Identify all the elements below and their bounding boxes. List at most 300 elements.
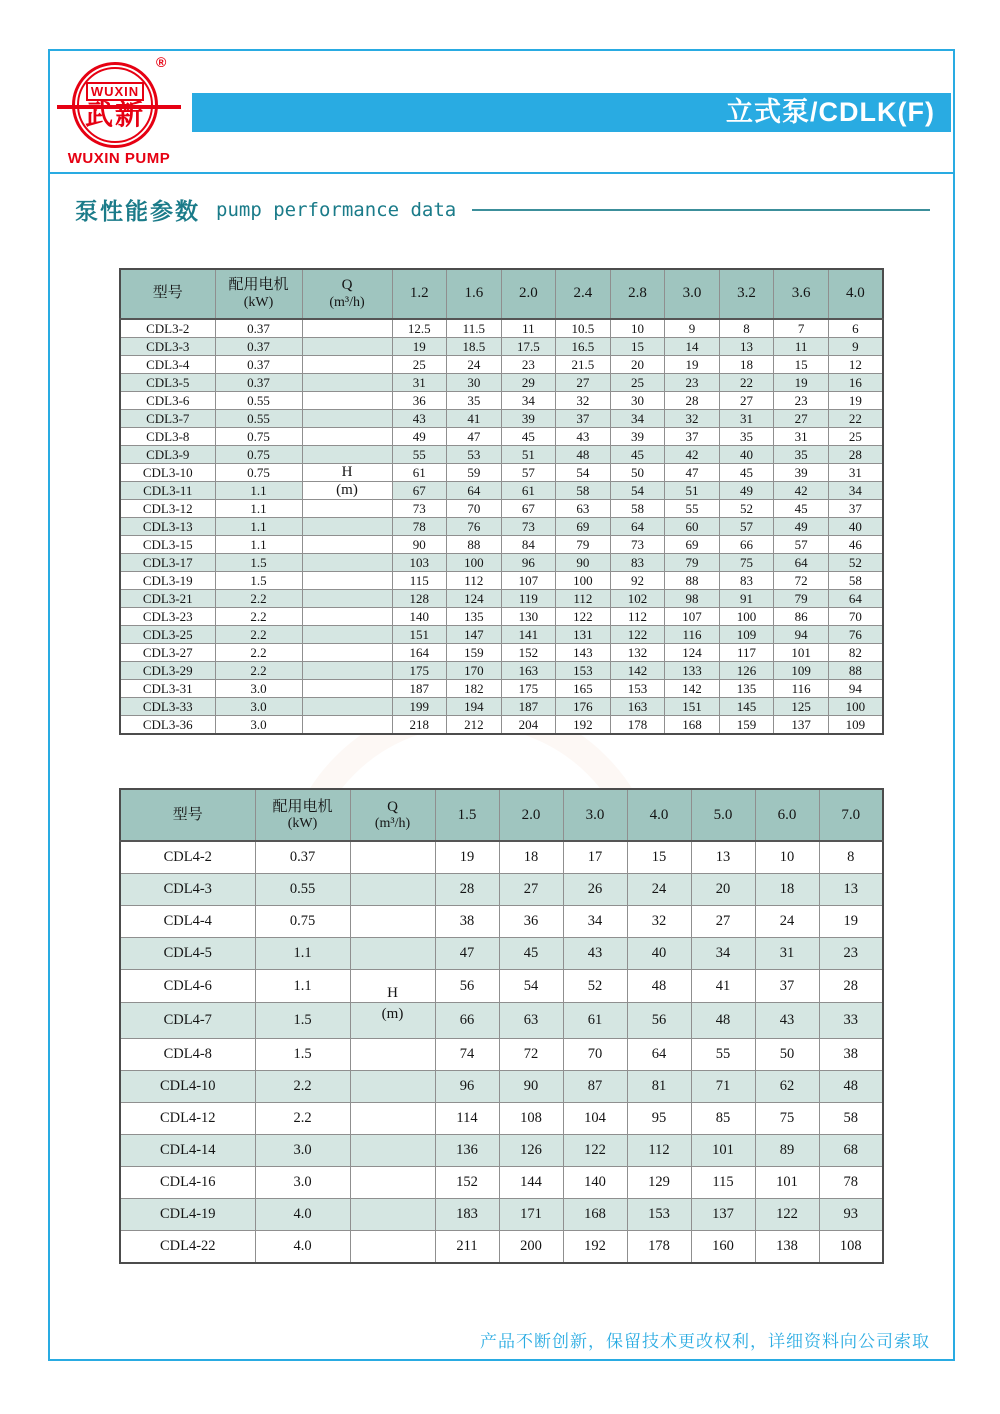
head-value-cell: 142 bbox=[665, 680, 720, 698]
head-value-cell: 183 bbox=[435, 1199, 499, 1231]
model-cell: CDL3-10 bbox=[120, 464, 215, 482]
logo-brand-en: WUXIN bbox=[86, 82, 144, 101]
flow-q-column-header: Q (m³/h) bbox=[350, 789, 435, 841]
model-cell: CDL4-8 bbox=[120, 1039, 255, 1071]
model-cell: CDL3-6 bbox=[120, 392, 215, 410]
head-h-m-cell bbox=[302, 536, 392, 554]
head-value-cell: 56 bbox=[627, 1003, 691, 1039]
head-value-cell: 27 bbox=[719, 392, 774, 410]
table-row bbox=[120, 374, 883, 392]
head-value-cell: 55 bbox=[691, 1039, 755, 1071]
table-row bbox=[120, 410, 883, 428]
head-value-cell: 61 bbox=[501, 482, 556, 500]
head-value-cell: 74 bbox=[435, 1039, 499, 1071]
head-value-cell: 19 bbox=[665, 356, 720, 374]
head-h-m-cell bbox=[302, 392, 392, 410]
head-value-cell: 187 bbox=[392, 680, 447, 698]
head-h-m-cell bbox=[350, 1039, 435, 1071]
head-value-cell: 13 bbox=[719, 338, 774, 356]
head-value-cell: 112 bbox=[627, 1135, 691, 1167]
model-cell: CDL3-12 bbox=[120, 500, 215, 518]
model-cell: CDL4-16 bbox=[120, 1167, 255, 1199]
model-cell: CDL4-2 bbox=[120, 841, 255, 874]
head-value-cell: 34 bbox=[563, 906, 627, 938]
motor-kw-cell: 0.37 bbox=[215, 356, 302, 374]
model-cell: CDL3-21 bbox=[120, 590, 215, 608]
head-h-m-cell bbox=[302, 500, 392, 518]
motor-kw-cell: 2.2 bbox=[215, 590, 302, 608]
head-value-cell: 69 bbox=[556, 518, 611, 536]
motor-kw-cell: 1.5 bbox=[255, 1003, 350, 1039]
pump-table-cdl3 bbox=[119, 268, 884, 735]
head-value-cell: 83 bbox=[719, 572, 774, 590]
head-value-cell: 182 bbox=[447, 680, 502, 698]
head-h-m-cell bbox=[302, 338, 392, 356]
head-value-cell: 51 bbox=[665, 482, 720, 500]
head-value-cell: 71 bbox=[691, 1071, 755, 1103]
head-value-cell: 78 bbox=[819, 1167, 883, 1199]
section-heading bbox=[75, 193, 930, 226]
head-value-cell: 101 bbox=[755, 1167, 819, 1199]
table-row bbox=[120, 1071, 883, 1103]
head-value-cell: 43 bbox=[556, 428, 611, 446]
head-value-cell: 96 bbox=[501, 554, 556, 572]
head-value-cell: 57 bbox=[774, 536, 829, 554]
head-value-cell: 41 bbox=[447, 410, 502, 428]
model-cell: CDL4-19 bbox=[120, 1199, 255, 1231]
head-value-cell: 126 bbox=[499, 1135, 563, 1167]
table-row bbox=[120, 698, 883, 716]
motor-kw-cell: 1.5 bbox=[255, 1039, 350, 1071]
head-value-cell: 43 bbox=[563, 938, 627, 970]
head-value-cell: 108 bbox=[819, 1231, 883, 1264]
head-value-cell: 11.5 bbox=[447, 319, 502, 338]
motor-kw-cell: 3.0 bbox=[215, 698, 302, 716]
model-cell: CDL3-13 bbox=[120, 518, 215, 536]
head-value-cell: 78 bbox=[392, 518, 447, 536]
model-column-header: 型号 bbox=[120, 269, 215, 319]
head-value-cell: 122 bbox=[610, 626, 665, 644]
head-value-cell: 23 bbox=[665, 374, 720, 392]
motor-column-header: 配用电机 (kW) bbox=[215, 269, 302, 319]
head-value-cell: 34 bbox=[501, 392, 556, 410]
table-row bbox=[120, 874, 883, 906]
table-row bbox=[120, 662, 883, 680]
model-cell: CDL4-12 bbox=[120, 1103, 255, 1135]
head-value-cell: 42 bbox=[665, 446, 720, 464]
head-value-cell: 16 bbox=[828, 374, 883, 392]
head-value-cell: 144 bbox=[499, 1167, 563, 1199]
table-row bbox=[120, 644, 883, 662]
head-h-m-cell bbox=[302, 428, 392, 446]
head-value-cell: 212 bbox=[447, 716, 502, 735]
head-value-cell: 45 bbox=[499, 938, 563, 970]
head-value-cell: 101 bbox=[691, 1135, 755, 1167]
head-h-m-cell bbox=[302, 572, 392, 590]
motor-kw-cell: 1.1 bbox=[215, 500, 302, 518]
head-value-cell: 52 bbox=[563, 970, 627, 1003]
head-value-cell: 130 bbox=[501, 608, 556, 626]
head-value-cell: 76 bbox=[828, 626, 883, 644]
model-cell: CDL3-4 bbox=[120, 356, 215, 374]
model-column-header: 型号 bbox=[120, 789, 255, 841]
head-value-cell: 7 bbox=[774, 319, 829, 338]
motor-kw-cell: 0.37 bbox=[215, 374, 302, 392]
head-value-cell: 19 bbox=[392, 338, 447, 356]
flow-q-column-header: Q (m³/h) bbox=[302, 269, 392, 319]
head-value-cell: 36 bbox=[392, 392, 447, 410]
head-h-m-cell bbox=[350, 1135, 435, 1167]
head-value-cell: 32 bbox=[665, 410, 720, 428]
wuxin-logo bbox=[0, 0, 220, 190]
head-value-cell: 34 bbox=[691, 938, 755, 970]
model-cell: CDL4-5 bbox=[120, 938, 255, 970]
registered-trademark-icon: ® bbox=[156, 54, 167, 70]
head-value-cell: 12 bbox=[828, 356, 883, 374]
head-value-cell: 137 bbox=[691, 1199, 755, 1231]
table-row bbox=[120, 500, 883, 518]
model-cell: CDL4-3 bbox=[120, 874, 255, 906]
flow-value-header: 1.2 bbox=[392, 269, 447, 319]
model-cell: CDL3-2 bbox=[120, 319, 215, 338]
table-row bbox=[120, 518, 883, 536]
flow-value-header: 1.6 bbox=[447, 269, 502, 319]
head-value-cell: 27 bbox=[556, 374, 611, 392]
motor-kw-cell: 0.55 bbox=[215, 392, 302, 410]
head-value-cell: 54 bbox=[499, 970, 563, 1003]
model-cell: CDL3-23 bbox=[120, 608, 215, 626]
head-value-cell: 160 bbox=[691, 1231, 755, 1264]
head-h-m-cell bbox=[302, 716, 392, 735]
head-value-cell: 72 bbox=[499, 1039, 563, 1071]
head-value-cell: 53 bbox=[447, 446, 502, 464]
head-value-cell: 108 bbox=[499, 1103, 563, 1135]
head-value-cell: 48 bbox=[627, 970, 691, 1003]
head-value-cell: 24 bbox=[755, 906, 819, 938]
head-value-cell: 50 bbox=[610, 464, 665, 482]
head-value-cell: 100 bbox=[828, 698, 883, 716]
head-value-cell: 76 bbox=[447, 518, 502, 536]
head-value-cell: 37 bbox=[665, 428, 720, 446]
head-value-cell: 35 bbox=[719, 428, 774, 446]
head-value-cell: 19 bbox=[828, 392, 883, 410]
head-h-m-cell bbox=[350, 1103, 435, 1135]
head-value-cell: 114 bbox=[435, 1103, 499, 1135]
head-value-cell: 31 bbox=[774, 428, 829, 446]
head-h-m-cell bbox=[302, 608, 392, 626]
head-value-cell: 67 bbox=[501, 500, 556, 518]
flow-value-header: 4.0 bbox=[627, 789, 691, 841]
head-value-cell: 68 bbox=[819, 1135, 883, 1167]
head-value-cell: 10 bbox=[610, 319, 665, 338]
head-value-cell: 6 bbox=[828, 319, 883, 338]
head-value-cell: 41 bbox=[691, 970, 755, 1003]
table-row bbox=[120, 554, 883, 572]
head-value-cell: 204 bbox=[501, 716, 556, 735]
head-value-cell: 126 bbox=[719, 662, 774, 680]
head-value-cell: 24 bbox=[447, 356, 502, 374]
head-value-cell: 96 bbox=[435, 1071, 499, 1103]
head-value-cell: 9 bbox=[665, 319, 720, 338]
head-value-cell: 63 bbox=[556, 500, 611, 518]
flow-value-header: 3.6 bbox=[774, 269, 829, 319]
head-value-cell: 30 bbox=[610, 392, 665, 410]
head-value-cell: 45 bbox=[719, 464, 774, 482]
table-row bbox=[120, 938, 883, 970]
head-value-cell: 153 bbox=[610, 680, 665, 698]
head-value-cell: 171 bbox=[499, 1199, 563, 1231]
head-value-cell: 31 bbox=[828, 464, 883, 482]
head-value-cell: 200 bbox=[499, 1231, 563, 1264]
head-h-m-cell bbox=[350, 841, 435, 874]
head-value-cell: 34 bbox=[610, 410, 665, 428]
head-value-cell: 63 bbox=[499, 1003, 563, 1039]
head-h-m-cell bbox=[350, 874, 435, 906]
head-value-cell: 18 bbox=[499, 841, 563, 874]
head-value-cell: 133 bbox=[665, 662, 720, 680]
head-value-cell: 94 bbox=[828, 680, 883, 698]
flow-value-header: 2.0 bbox=[501, 269, 556, 319]
head-value-cell: 109 bbox=[774, 662, 829, 680]
section-rule-line bbox=[472, 209, 930, 211]
head-value-cell: 38 bbox=[819, 1039, 883, 1071]
logo-brand-cn: 武新 bbox=[84, 99, 145, 131]
flow-value-header: 6.0 bbox=[755, 789, 819, 841]
head-value-cell: 165 bbox=[556, 680, 611, 698]
head-value-cell: 90 bbox=[499, 1071, 563, 1103]
head-value-cell: 40 bbox=[719, 446, 774, 464]
head-value-cell: 15 bbox=[627, 841, 691, 874]
table-row bbox=[120, 626, 883, 644]
head-value-cell: 88 bbox=[447, 536, 502, 554]
head-value-cell: 12.5 bbox=[392, 319, 447, 338]
table-row bbox=[120, 590, 883, 608]
model-cell: CDL3-17 bbox=[120, 554, 215, 572]
model-cell: CDL3-15 bbox=[120, 536, 215, 554]
head-value-cell: 79 bbox=[665, 554, 720, 572]
head-value-cell: 27 bbox=[774, 410, 829, 428]
motor-kw-cell: 1.5 bbox=[215, 572, 302, 590]
head-value-cell: 57 bbox=[719, 518, 774, 536]
head-value-cell: 122 bbox=[755, 1199, 819, 1231]
model-cell: CDL3-19 bbox=[120, 572, 215, 590]
head-value-cell: 90 bbox=[556, 554, 611, 572]
section-title-en: pump performance data bbox=[216, 198, 457, 221]
head-value-cell: 11 bbox=[774, 338, 829, 356]
head-value-cell: 136 bbox=[435, 1135, 499, 1167]
table-row bbox=[120, 338, 883, 356]
head-value-cell: 40 bbox=[627, 938, 691, 970]
head-value-cell: 104 bbox=[563, 1103, 627, 1135]
head-value-cell: 122 bbox=[556, 608, 611, 626]
head-value-cell: 34 bbox=[828, 482, 883, 500]
head-value-cell: 89 bbox=[755, 1135, 819, 1167]
head-value-cell: 17.5 bbox=[501, 338, 556, 356]
head-value-cell: 58 bbox=[610, 500, 665, 518]
head-value-cell: 92 bbox=[610, 572, 665, 590]
head-h-m-cell bbox=[302, 698, 392, 716]
head-value-cell: 25 bbox=[610, 374, 665, 392]
head-value-cell: 170 bbox=[447, 662, 502, 680]
head-value-cell: 82 bbox=[828, 644, 883, 662]
head-value-cell: 64 bbox=[828, 590, 883, 608]
head-value-cell: 135 bbox=[447, 608, 502, 626]
head-h-m-cell bbox=[350, 1071, 435, 1103]
head-value-cell: 192 bbox=[563, 1231, 627, 1264]
head-value-cell: 159 bbox=[719, 716, 774, 735]
head-h-m-cell bbox=[302, 590, 392, 608]
head-value-cell: 199 bbox=[392, 698, 447, 716]
table-row bbox=[120, 608, 883, 626]
table-row bbox=[120, 1167, 883, 1199]
head-value-cell: 152 bbox=[501, 644, 556, 662]
head-value-cell: 39 bbox=[501, 410, 556, 428]
head-value-cell: 66 bbox=[719, 536, 774, 554]
head-value-cell: 10.5 bbox=[556, 319, 611, 338]
head-value-cell: 88 bbox=[828, 662, 883, 680]
model-cell: CDL3-5 bbox=[120, 374, 215, 392]
head-value-cell: 143 bbox=[556, 644, 611, 662]
model-cell: CDL3-25 bbox=[120, 626, 215, 644]
section-title-cn: 泵性能参数 bbox=[75, 198, 200, 224]
head-value-cell: 192 bbox=[556, 716, 611, 735]
flow-value-header: 3.0 bbox=[665, 269, 720, 319]
model-cell: CDL4-7 bbox=[120, 1003, 255, 1039]
head-value-cell: 35 bbox=[447, 392, 502, 410]
head-value-cell: 28 bbox=[819, 970, 883, 1003]
flow-value-header: 1.5 bbox=[435, 789, 499, 841]
head-value-cell: 35 bbox=[774, 446, 829, 464]
head-value-cell: 52 bbox=[828, 554, 883, 572]
head-value-cell: 64 bbox=[447, 482, 502, 500]
head-value-cell: 25 bbox=[828, 428, 883, 446]
table-row bbox=[120, 536, 883, 554]
head-value-cell: 73 bbox=[610, 536, 665, 554]
motor-kw-cell: 3.0 bbox=[215, 716, 302, 735]
head-value-cell: 52 bbox=[719, 500, 774, 518]
model-cell: CDL3-11 bbox=[120, 482, 215, 500]
head-value-cell: 21.5 bbox=[556, 356, 611, 374]
table-row bbox=[120, 392, 883, 410]
head-value-cell: 18 bbox=[755, 874, 819, 906]
logo-caption: WUXIN PUMP bbox=[67, 150, 171, 167]
head-value-cell: 91 bbox=[719, 590, 774, 608]
motor-kw-cell: 1.1 bbox=[215, 482, 302, 500]
head-value-cell: 39 bbox=[774, 464, 829, 482]
head-value-cell: 117 bbox=[719, 644, 774, 662]
head-h-m-cell bbox=[302, 518, 392, 536]
head-value-cell: 70 bbox=[563, 1039, 627, 1071]
motor-kw-cell: 0.75 bbox=[255, 906, 350, 938]
model-cell: CDL4-6 bbox=[120, 970, 255, 1003]
motor-kw-cell: 2.2 bbox=[215, 608, 302, 626]
motor-kw-cell: 2.2 bbox=[215, 626, 302, 644]
motor-kw-cell: 0.55 bbox=[215, 410, 302, 428]
head-value-cell: 83 bbox=[610, 554, 665, 572]
head-value-cell: 15 bbox=[610, 338, 665, 356]
head-value-cell: 13 bbox=[691, 841, 755, 874]
head-value-cell: 50 bbox=[755, 1039, 819, 1071]
head-value-cell: 56 bbox=[435, 970, 499, 1003]
head-value-cell: 100 bbox=[447, 554, 502, 572]
head-value-cell: 48 bbox=[691, 1003, 755, 1039]
head-value-cell: 187 bbox=[501, 698, 556, 716]
head-value-cell: 58 bbox=[819, 1103, 883, 1135]
head-value-cell: 88 bbox=[665, 572, 720, 590]
head-value-cell: 31 bbox=[392, 374, 447, 392]
head-value-cell: 14 bbox=[665, 338, 720, 356]
motor-kw-cell: 4.0 bbox=[255, 1231, 350, 1264]
head-value-cell: 75 bbox=[719, 554, 774, 572]
head-value-cell: 194 bbox=[447, 698, 502, 716]
head-value-cell: 19 bbox=[819, 906, 883, 938]
table-row bbox=[120, 1103, 883, 1135]
head-value-cell: 47 bbox=[435, 938, 499, 970]
table-row bbox=[120, 1003, 883, 1039]
flow-value-header: 2.4 bbox=[556, 269, 611, 319]
model-cell: CDL3-29 bbox=[120, 662, 215, 680]
head-value-cell: 37 bbox=[828, 500, 883, 518]
head-h-m-cell bbox=[302, 680, 392, 698]
flow-value-header: 2.0 bbox=[499, 789, 563, 841]
head-value-cell: 61 bbox=[563, 1003, 627, 1039]
head-value-cell: 23 bbox=[774, 392, 829, 410]
table-row bbox=[120, 1199, 883, 1231]
head-value-cell: 112 bbox=[556, 590, 611, 608]
head-value-cell: 8 bbox=[819, 841, 883, 874]
head-value-cell: 211 bbox=[435, 1231, 499, 1264]
head-value-cell: 33 bbox=[819, 1003, 883, 1039]
head-value-cell: 11 bbox=[501, 319, 556, 338]
head-h-m-cell bbox=[302, 644, 392, 662]
head-value-cell: 98 bbox=[665, 590, 720, 608]
head-value-cell: 112 bbox=[610, 608, 665, 626]
table-row bbox=[120, 970, 883, 1003]
head-value-cell: 140 bbox=[392, 608, 447, 626]
table-row bbox=[120, 319, 883, 338]
head-value-cell: 30 bbox=[447, 374, 502, 392]
model-cell: CDL4-22 bbox=[120, 1231, 255, 1264]
head-value-cell: 64 bbox=[610, 518, 665, 536]
head-value-cell: 58 bbox=[828, 572, 883, 590]
head-value-cell: 55 bbox=[392, 446, 447, 464]
head-value-cell: 64 bbox=[774, 554, 829, 572]
head-value-cell: 107 bbox=[665, 608, 720, 626]
motor-kw-cell: 1.1 bbox=[255, 970, 350, 1003]
head-value-cell: 49 bbox=[719, 482, 774, 500]
head-value-cell: 153 bbox=[627, 1199, 691, 1231]
head-value-cell: 58 bbox=[556, 482, 611, 500]
head-value-cell: 168 bbox=[665, 716, 720, 735]
motor-kw-cell: 1.1 bbox=[215, 518, 302, 536]
head-h-m-cell bbox=[302, 319, 392, 338]
head-value-cell: 28 bbox=[665, 392, 720, 410]
head-value-cell: 178 bbox=[627, 1231, 691, 1264]
head-value-cell: 10 bbox=[755, 841, 819, 874]
head-value-cell: 43 bbox=[392, 410, 447, 428]
head-value-cell: 45 bbox=[774, 500, 829, 518]
head-value-cell: 128 bbox=[392, 590, 447, 608]
table-row bbox=[120, 1039, 883, 1071]
head-value-cell: 86 bbox=[774, 608, 829, 626]
head-value-cell: 27 bbox=[691, 906, 755, 938]
head-value-cell: 100 bbox=[556, 572, 611, 590]
footer-note: 产品不断创新，保留技术更改权利，详细资料向公司索取 bbox=[480, 1332, 930, 1351]
motor-kw-cell: 4.0 bbox=[255, 1199, 350, 1231]
head-value-cell: 145 bbox=[719, 698, 774, 716]
logo-circle-icon bbox=[72, 62, 158, 148]
head-value-cell: 70 bbox=[828, 608, 883, 626]
